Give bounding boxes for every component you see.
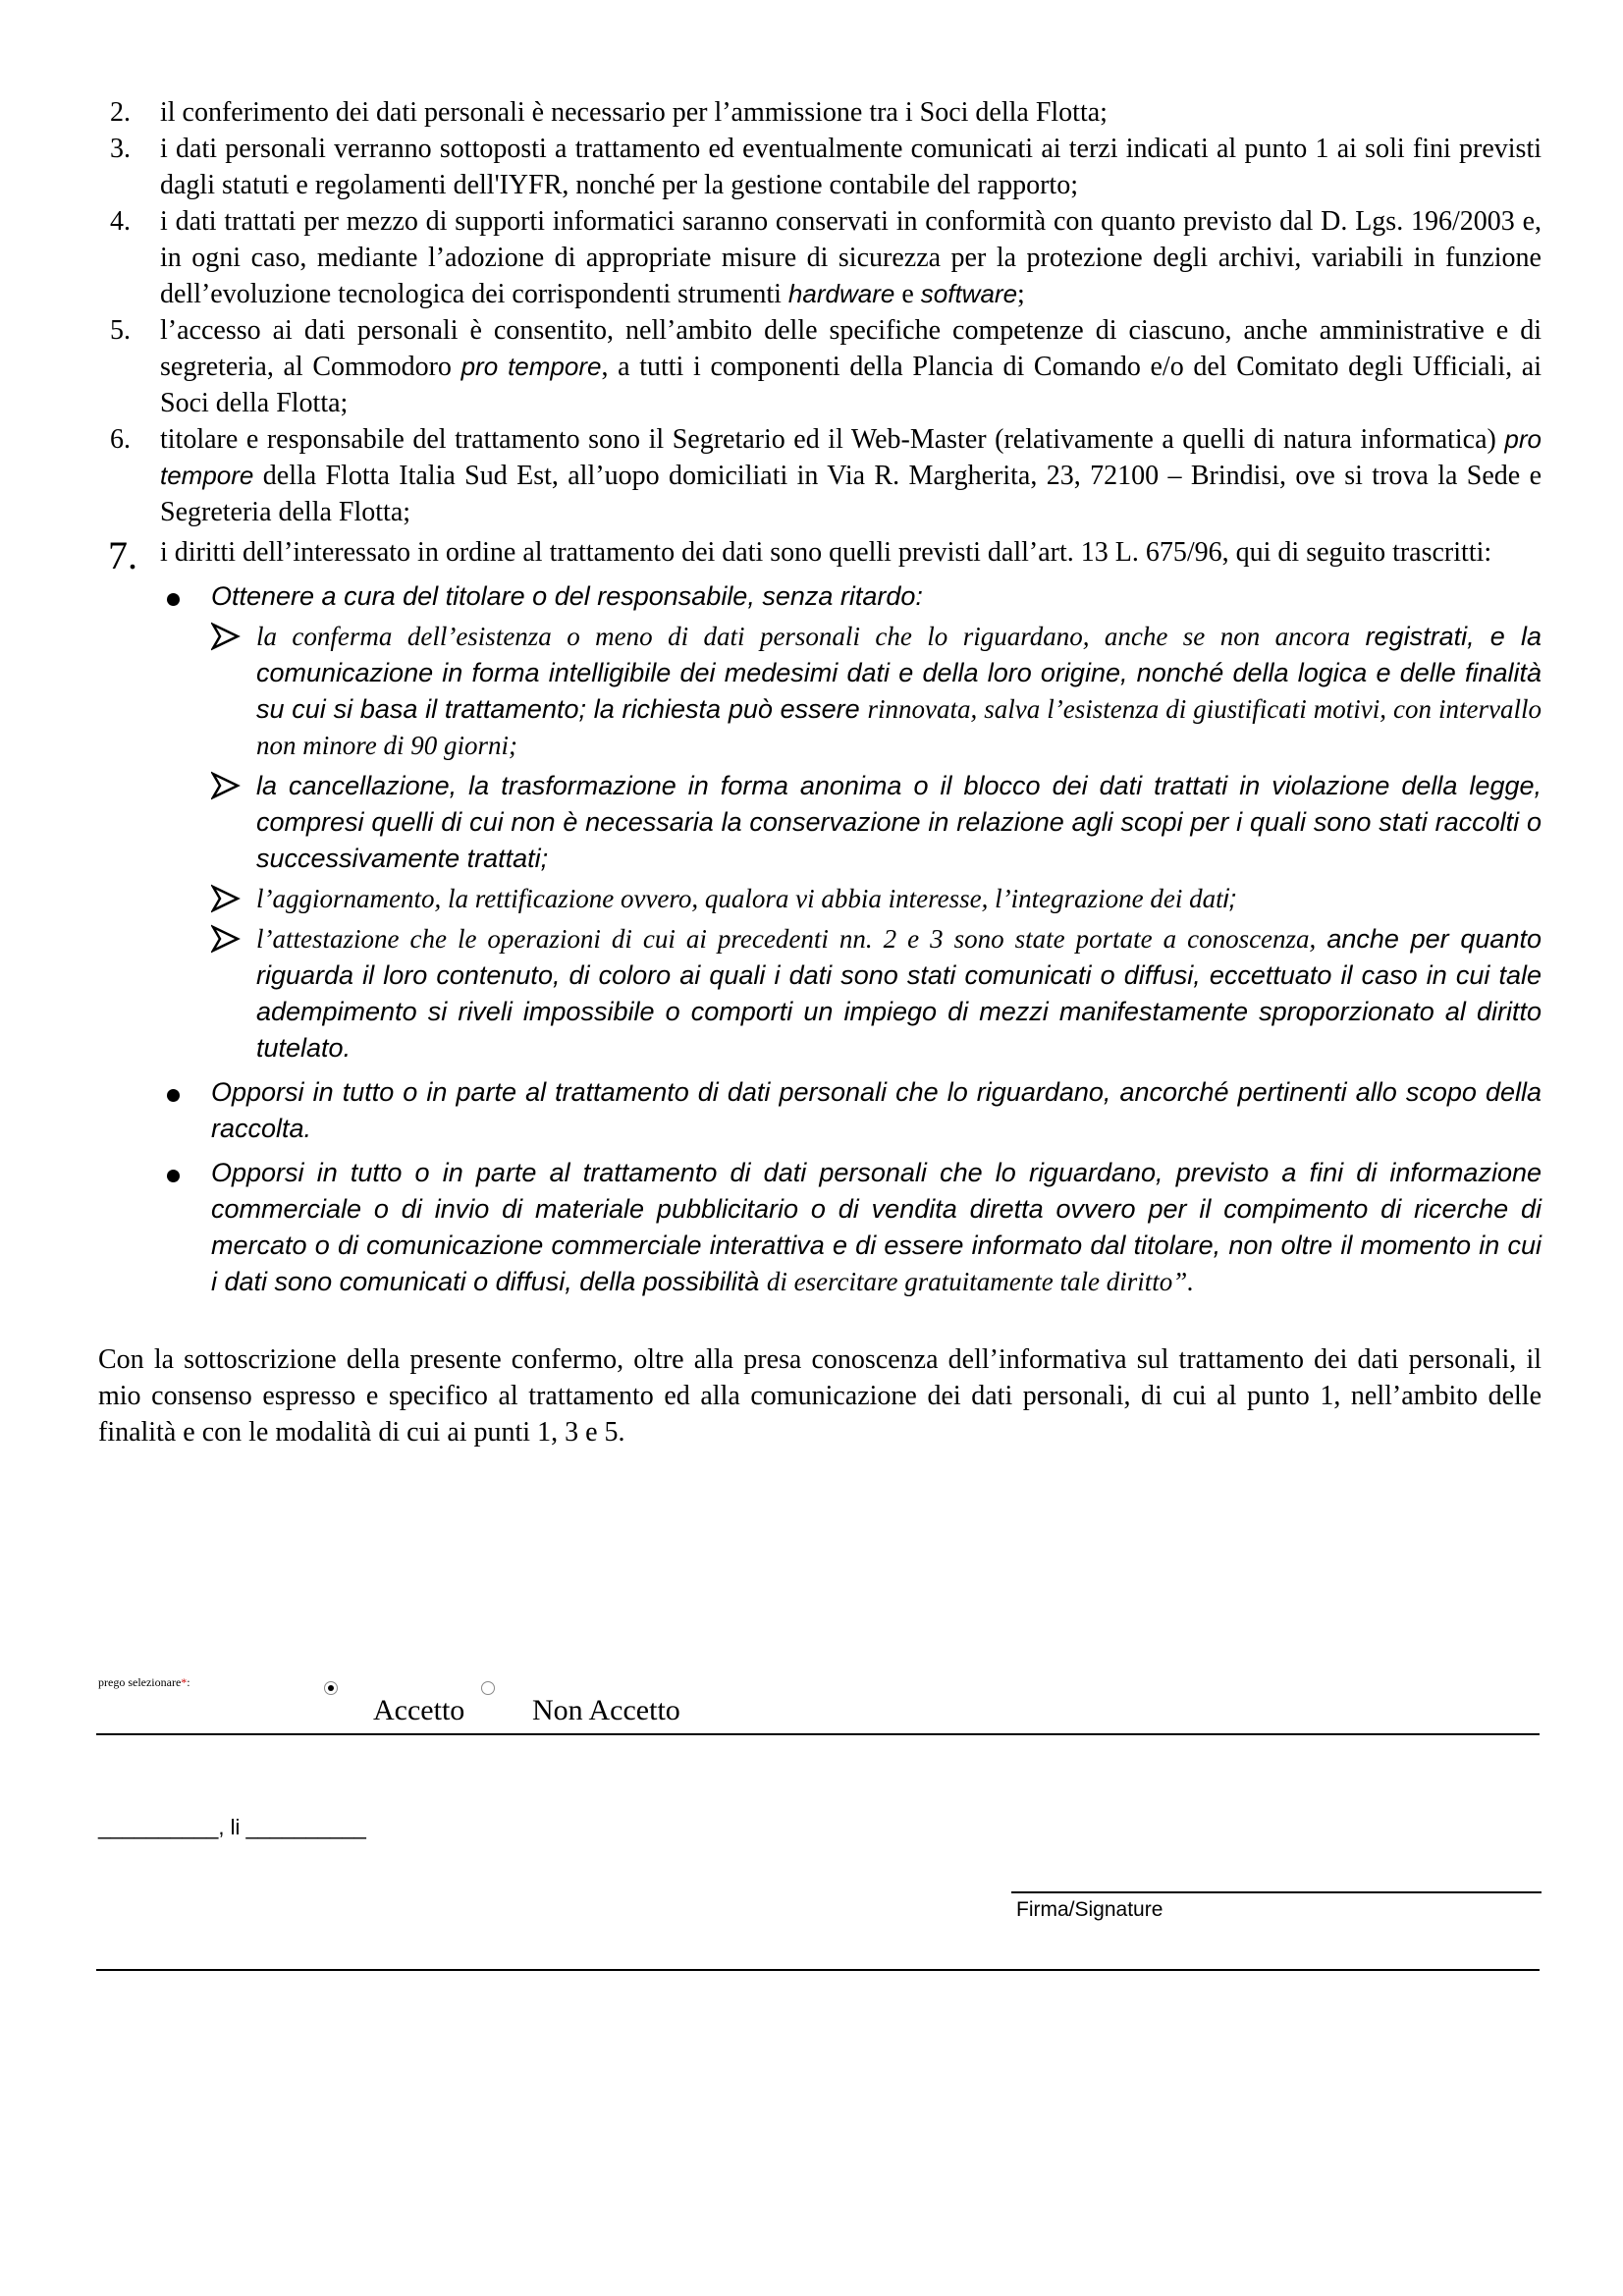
rights-arrow-3 — [211, 881, 1542, 917]
list-text-conj: e — [894, 279, 921, 309]
bullet-text: Opporsi in tutto o in parte al trattamento di dati personali che lo riguardano, ancorché pertinenti allo scopo della raccolta. — [211, 1077, 1542, 1143]
bullet-text-serif: di esercitare gratuitamente tale diritto”. — [766, 1267, 1195, 1296]
arrow-text-serif-end: rinnovata, salva l’esistenza di giustificati motivi, con intervallo non minore di 90 giorni; — [256, 694, 1542, 760]
required-asterisk: * — [181, 1675, 188, 1689]
divider-bottom — [96, 1969, 1540, 1971]
list-text: l’accesso ai dati personali è consentito, nell’ambito delle specifiche competenze di ciascuno, anche amministrative e di segreteria, al Commodoro — [160, 315, 1542, 382]
list-item-7 — [98, 533, 1542, 577]
rights-arrow-4 — [211, 921, 1542, 1066]
list-number: 6. — [110, 424, 131, 455]
list-text: i dati personali verranno sottoposti a trattamento ed eventualmente comunicati ai terzi indicati al punto 1 ai soli fini previsti dagli statuti e regolamenti dell'IYFR, nonché per la gestione contabile del rapporto; — [160, 134, 1542, 200]
list-text-end: ; — [1017, 279, 1025, 309]
arrow-text-serif: la conferma dell’esistenza o meno di dati personali che lo riguardano, anche se non ancora — [256, 622, 1366, 651]
arrow-bullet-icon — [211, 924, 241, 954]
rights-arrow-1 — [211, 619, 1542, 764]
list-number: 7. — [108, 533, 137, 577]
list-item-6 — [98, 421, 1542, 530]
select-label-text: prego selezionare — [98, 1675, 182, 1689]
list-item-5 — [98, 312, 1542, 421]
bullet-icon — [167, 1170, 180, 1182]
arrow-text-sans: anche per quanto riguarda il loro contenuto, di coloro ai quali i dati sono stati comunicati o diffusi, eccettuato il caso in cui tale adempimento si riveli impossibile o comporti un impiego di mezzi manifestamente sproporzionato al diritto tutelato. — [256, 924, 1542, 1063]
arrow-bullet-icon — [211, 622, 241, 651]
bullet-icon — [167, 593, 180, 606]
arrow-bullet-icon — [211, 771, 241, 800]
date-place-line: __________, li __________ — [98, 1815, 366, 1839]
signature-line — [1011, 1891, 1542, 1893]
list-text-cont: , a tutti i componenti della Plancia di Comando e/o del Comitato degli Ufficiali, ai Soci della Flotta; — [160, 352, 1542, 418]
accept-label[interactable]: Accetto — [373, 1694, 465, 1726]
consent-paragraph — [98, 1341, 1542, 1450]
arrow-text-serif: l’attestazione che le operazioni di cui ai precedenti nn. 2 e 3 sono state portate a conoscenza, — [256, 924, 1327, 954]
list-number: 3. — [110, 134, 131, 164]
select-label-colon: : — [187, 1675, 190, 1689]
reject-radio[interactable] — [481, 1681, 495, 1695]
list-item-2 — [98, 94, 1542, 131]
consent-text: Con la sottoscrizione della presente confermo, oltre alla presa conoscenza dell’informativa sul trattamento dei dati personali, il mio consenso espresso e specifico al trattamento ed alla comunicazione dei dati personali, di cui al punto 1, nell’ambito delle finalità e con le modalità di cui ai punti 1, 3 e 5. — [98, 1344, 1542, 1448]
rights-arrow-2 — [211, 768, 1542, 877]
rights-bullet-3 — [160, 1155, 1542, 1300]
pro-tempore-term: pro tempore — [160, 424, 1542, 490]
bullet-icon — [167, 1089, 180, 1102]
list-number: 2. — [110, 97, 131, 128]
list-text: i dati trattati per mezzo di supporti informatici saranno conservati in conformità con quanto previsto dal D. Lgs. 196/2003 e, in ogni caso, mediante l’adozione di appropriate misure di sicurezza per la protezione degli archivi, variabili in funzione dell’evoluzione tecnologica dei corrispondenti strumenti — [160, 206, 1542, 309]
list-number: 5. — [110, 315, 131, 346]
list-text: titolare e responsabile del trattamento sono il Segretario ed il Web-Master (relativamente a quelli di natura informatica) — [160, 424, 1505, 455]
pro-tempore-term: pro tempore — [460, 352, 602, 381]
list-number: 4. — [110, 206, 131, 237]
list-text: il conferimento dei dati personali è necessario per l’ammissione tra i Soci della Flotta; — [160, 97, 1108, 128]
select-label — [98, 1675, 190, 1689]
arrow-text: la cancellazione, la trasformazione in forma anonima o il blocco dei dati trattati in violazione della legge, compresi quelli di cui non è necessaria la conservazione in relazione agli scopi per i quali sono stati raccolti o successivamente trattati; — [256, 771, 1542, 873]
reject-label[interactable]: Non Accetto — [532, 1694, 680, 1726]
list-text: i diritti dell’interessato in ordine al trattamento dei dati sono quelli previsti dall’art. 13 L. 675/96, qui di seguito trascritti: — [160, 537, 1492, 568]
divider-top — [96, 1733, 1540, 1735]
accept-radio[interactable] — [324, 1681, 338, 1695]
radio-selected-dot — [328, 1685, 334, 1691]
list-text-cont: della Flotta Italia Sud Est, all’uopo domiciliati in Via R. Margherita, 23, 72100 – Brindisi, ove si trova la Sede e Segreteria della Flotta; — [160, 461, 1542, 527]
list-item-3 — [98, 131, 1542, 203]
rights-bullet-2 — [160, 1074, 1542, 1147]
signature-label: Firma/Signature — [1016, 1898, 1163, 1921]
privacy-document — [98, 94, 1542, 1450]
bullet-text-sans: Opporsi in tutto o in parte al trattamento di dati personali che lo riguardano, previsto a fini di informazione commerciale o di invio di materiale pubblicitario o di vendita diretta ovvero per il compimento di ricerche di mercato o di comunicazione commerciale interattiva e di essere informato dal titolare, non oltre il momento in cui i dati sono comunicati o diffusi, della possibilità — [211, 1158, 1542, 1296]
rights-bullet-1 — [160, 578, 1542, 615]
arrow-text-serif: l’aggiornamento, la rettificazione ovvero, qualora vi abbia interesse, l’integrazione dei dat — [256, 884, 1223, 913]
arrow-text-sans: registrati, e la comunicazione in forma intelligibile dei medesimi dati e della loro origine, nonché della logica e delle finalità su cui si basa il trattamento; la richiesta può essere — [256, 622, 1542, 724]
hardware-term: hardware — [787, 279, 895, 308]
bullet-text: Ottenere a cura del titolare o del responsabile, senza ritardo: — [211, 581, 923, 611]
software-term: software — [920, 279, 1018, 308]
arrow-bullet-icon — [211, 884, 241, 913]
arrow-text-sans: i; — [1222, 884, 1237, 913]
list-item-4 — [98, 203, 1542, 312]
